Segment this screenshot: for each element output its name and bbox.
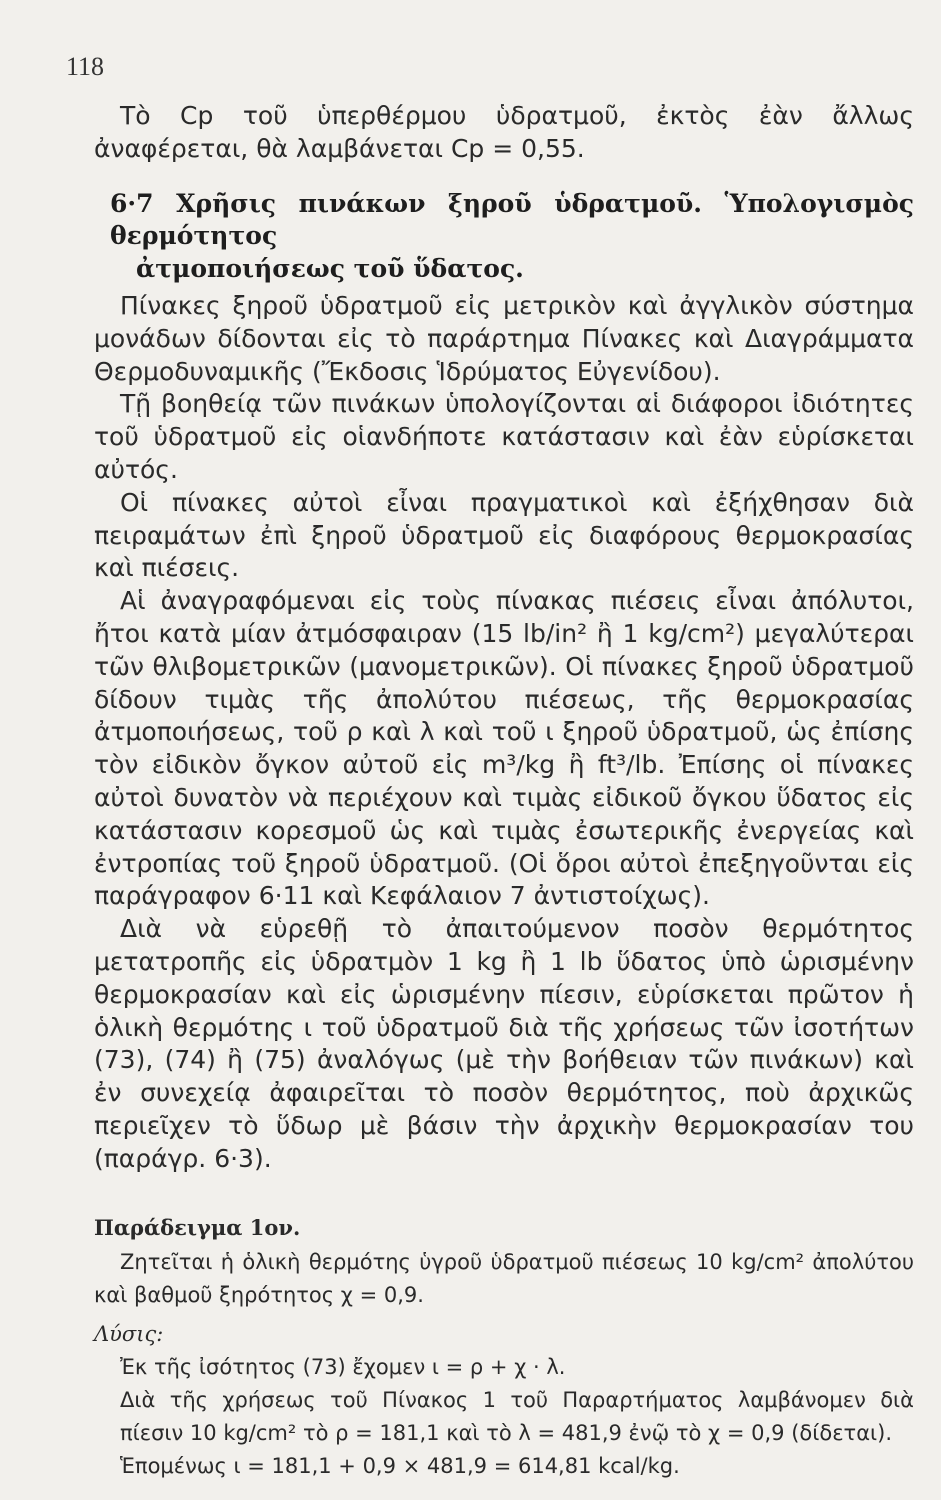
paragraph-tables: Πίνακες ξηροῦ ὑδρατμοῦ εἰς μετρικὸν καὶ ἀγγλικὸν σύστημα μονάδων δίδονται εἰς τὸ παράρτημα Πίνακες καὶ Διαγράμματα Θερμοδυναμικῆς (Ἔκδοσις Ἱδρύματος Εὐγενίδου). <box>94 290 914 386</box>
solution-label: Λύσις: <box>94 1322 164 1347</box>
section-heading-line2: ἀτμοποιήσεως τοῦ ὕδατος. <box>136 254 524 284</box>
page-number: 118 <box>66 52 105 81</box>
paragraph-method: Διὰ νὰ εὑρεθῇ τὸ ἀπαιτούμενον ποσὸν θερμότητος μετατροπῆς εἰς ὑδρατμὸν 1 kg ἢ 1 lb ὕδατος ὑπὸ ὡρισμένην θερμοκρασίαν καὶ εἰς ὡρισμένην πίεσιν, εὑρίσκεται πρῶτον ἡ ὁλικὴ θερμότης ι τοῦ ὑδρατμοῦ διὰ τῆς χρήσεως τῶν ἰσοτήτων (73), (74) ἢ (75) ἀναλόγως (μὲ τὴν βοήθειαν τῶν πινάκων) καὶ ἐν συνεχείᾳ ἀφαιρεῖται τὸ ποσὸν θερμότητος, ποὺ ἀρχικῶς περιεῖχεν τὸ ὕδωρ μὲ βάσιν τὴν ἀρχικὴν θερμοκρασίαν του (παράγρ. 6·3). <box>94 914 914 1173</box>
paragraph-pressures: Αἱ ἀναγραφόμεναι εἰς τοὺς πίνακας πιέσεις εἶναι ἀπόλυτοι, ἤτοι κατὰ μίαν ἀτμόσφαιραν (15 lb/in² ἢ 1 kg/cm²) μεγαλύτεραι τῶν θλιβομετρικῶν (μανομετρικῶν). Οἱ πίνακες ξηροῦ ὑδρατμοῦ δίδουν τιμὰς τῆς ἀπολύτου πιέσεως, τῆς θερμοκρασίας ἀτμοποιήσεως, τοῦ ρ καὶ λ καὶ τοῦ ι ξηροῦ ὑδρατμοῦ, ὡς ἐπίσης τὸν εἰδικὸν ὄγκον αὐτοῦ εἰς m³/kg ἢ ft³/lb. Ἐπίσης οἱ πίνακες αὐτοὶ δυνατὸν νὰ περιέχουν καὶ τιμὰς εἰδικοῦ ὄγκου ὕδατος εἰς κατάστασιν κορεσμοῦ ὡς καὶ τιμὰς ἐσωτερικῆς ἐνεργείας καὶ ἐντροπίας τοῦ ξηροῦ ὑδρατμοῦ. (Οἱ ὅροι αὐτοὶ ἐπεξηγοῦνται εἰς παράγραφον 6·11 καὶ Κεφάλαιον 7 ἀντιστοίχως). <box>94 586 914 911</box>
section-heading-line1: 6·7 Χρῆσις πινάκων ξηροῦ ὑδρατμοῦ. Ὑπολογισμὸς θερμότητος <box>110 188 914 251</box>
paragraph-experimental: Οἱ πίνακες αὐτοὶ εἶναι πραγματικοὶ καὶ ἐξήχθησαν διὰ πειραμάτων ἐπὶ ξηροῦ ὑδρατμοῦ εἰς διαφόρους θερμοκρασίας καὶ πιέσεις. <box>94 487 914 583</box>
solution-line-2: Διὰ τῆς χρήσεως τοῦ Πίνακος 1 τοῦ Παραρτήματος λαμβάνομεν διὰ πίεσιν 10 kg/cm² τὸ ρ = 181,1 καὶ τὸ λ = 481,9 ἐνῷ τὸ χ = 0,9 (δίδεται). <box>120 1388 914 1446</box>
paragraph-properties: Τῇ βοηθείᾳ τῶν πινάκων ὑπολογίζονται αἱ διάφοροι ἰδιότητες τοῦ ὑδρατμοῦ εἰς οἱανδήποτε κατάστασιν καὶ ἐὰν εὑρίσκεται αὐτός. <box>94 389 914 484</box>
solution-line-1: Ἐκ τῆς ἰσότητος (73) ἔχομεν ι = ρ + χ · λ. <box>120 1355 566 1380</box>
example-title: Παράδειγμα 1ον. <box>94 1214 301 1240</box>
section-heading <box>110 188 914 286</box>
example-problem: Ζητεῖται ἡ ὁλικὴ θερμότης ὑγροῦ ὑδρατμοῦ πιέσεως 10 kg/cm² ἀπολύτου καὶ βαθμοῦ ξηρότητος χ = 0,9. <box>94 1250 914 1308</box>
paragraph-cp: Τὸ Cp τοῦ ὑπερθέρμου ὑδρατμοῦ, ἐκτὸς ἐὰν ἄλλως ἀναφέρεται, θὰ λαμβάνεται Cp = 0,55. <box>94 101 914 163</box>
solution-line-3: Ἑπομένως ι = 181,1 + 0,9 × 481,9 = 614,81 kcal/kg. <box>120 1454 680 1479</box>
body-text <box>94 100 914 1483</box>
